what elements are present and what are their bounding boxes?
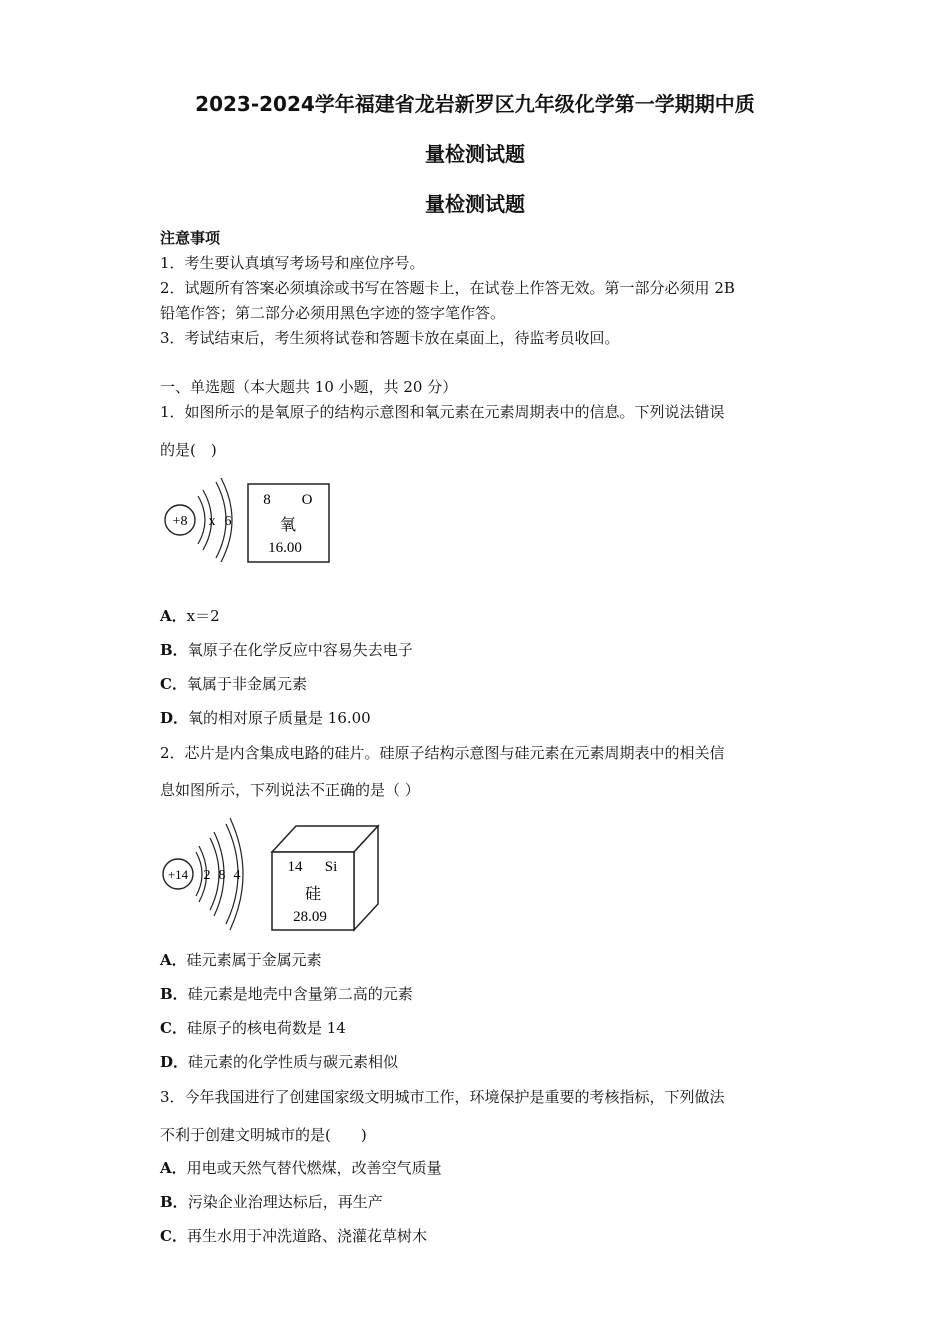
oxygen-figure xyxy=(160,474,340,570)
oxygen-atomic-mass: 16.00 xyxy=(268,540,302,556)
notice-heading: 注意事项 xyxy=(160,229,221,247)
option-text: 硅元素是地壳中含量第二高的元素 xyxy=(187,985,413,1003)
exam-title-line2: 量检测试题 xyxy=(425,142,525,166)
option-letter: D． xyxy=(160,1053,189,1071)
q1-option-b xyxy=(160,640,800,660)
option-letter: A． xyxy=(160,951,187,969)
oxygen-atomic-number: 8 xyxy=(263,492,271,508)
option-text: 再生水用于冲洗道路、浇灌花草树木 xyxy=(186,1227,427,1245)
q3-stem-line1: 3．今年我国进行了创建国家级文明城市工作，环境保护是重要的考核指标，下列做法 xyxy=(160,1088,725,1106)
exam-title-line3: 量检测试题 xyxy=(425,192,525,216)
notice-item-2: 2．试题所有答案必须填涂或书写在答题卡上，在试卷上作答无效。第一部分必须用 2B xyxy=(160,279,735,297)
q2-option-b xyxy=(160,984,800,1004)
notice-item-2-cont: 铅笔作答；第二部分必须用黑色字迹的签字笔作答。 xyxy=(160,304,506,322)
oxygen-atom-diagram xyxy=(165,478,232,562)
option-letter: C． xyxy=(160,1019,187,1037)
option-text: 氧属于非金属元素 xyxy=(186,675,307,693)
silicon-symbol: Si xyxy=(324,859,338,875)
q2-option-c xyxy=(160,1018,800,1038)
option-letter: A． xyxy=(160,1159,187,1177)
q1-stem-line2: 的是( ) xyxy=(160,441,217,459)
silicon-shell2-count: 8 xyxy=(218,868,226,883)
option-text: 污染企业治理达标后，再生产 xyxy=(187,1193,383,1211)
notice-item-3: 3．考试结束后，考生须将试卷和答题卡放在桌面上，待监考员收回。 xyxy=(160,329,620,347)
option-text: 硅原子的核电荷数是 14 xyxy=(186,1019,346,1037)
oxygen-symbol: O xyxy=(301,492,313,508)
exam-title-line1: 2023-2024学年福建省龙岩新罗区九年级化学第一学期期中质 xyxy=(195,92,755,116)
silicon-name: 硅 xyxy=(304,886,322,903)
q1-option-d xyxy=(160,708,800,728)
q1-option-c xyxy=(160,674,800,694)
q1-stem-line1: 1．如图所示的是氧原子的结构示意图和氧元素在元素周期表中的信息。下列说法错误 xyxy=(160,403,725,421)
option-text: 氧的相对原子质量是 16.00 xyxy=(188,709,371,727)
oxygen-shell2-count: 6 xyxy=(224,514,232,529)
q3-option-a xyxy=(160,1158,800,1178)
option-letter: C． xyxy=(160,1227,187,1245)
q2-stem-line2: 息如图所示，下列说法不正确的是（ ） xyxy=(160,781,420,799)
oxygen-element-tile xyxy=(248,484,329,562)
silicon-shell3-count: 4 xyxy=(233,868,241,883)
q3-stem-line2: 不利于创建文明城市的是( ) xyxy=(160,1126,367,1144)
option-text: 用电或天然气替代燃煤，改善空气质量 xyxy=(186,1159,442,1177)
option-letter: A． xyxy=(160,607,187,625)
option-letter: B． xyxy=(160,641,188,659)
oxygen-name: 氧 xyxy=(279,517,297,534)
option-letter: B． xyxy=(160,985,188,1003)
q3-option-c xyxy=(160,1226,800,1246)
option-text: 氧原子在化学反应中容易失去电子 xyxy=(187,641,413,659)
q2-option-d xyxy=(160,1052,800,1072)
oxygen-nucleus-label: +8 xyxy=(172,514,188,529)
option-text: x＝2 xyxy=(186,607,220,625)
option-text: 硅元素的化学性质与碳元素相似 xyxy=(188,1053,399,1071)
q3-option-b xyxy=(160,1192,800,1212)
q1-option-a xyxy=(160,606,800,626)
silicon-nucleus-label: +14 xyxy=(167,867,189,882)
silicon-atomic-number: 14 xyxy=(287,859,303,875)
silicon-shell1-count: 2 xyxy=(203,868,211,883)
silicon-atomic-mass: 28.09 xyxy=(293,909,327,925)
silicon-atom-diagram xyxy=(163,818,243,930)
option-letter: C． xyxy=(160,675,187,693)
option-letter: D． xyxy=(160,709,189,727)
option-letter: B． xyxy=(160,1193,188,1211)
q2-option-a xyxy=(160,950,800,970)
option-text: 硅元素属于金属元素 xyxy=(186,951,322,969)
oxygen-shell1-count: x xyxy=(208,514,216,529)
silicon-element-cube xyxy=(272,826,378,930)
silicon-figure xyxy=(158,812,388,934)
section-heading: 一、单选题（本大题共 10 小题，共 20 分） xyxy=(160,378,458,396)
notice-item-1: 1．考生要认真填写考场号和座位序号。 xyxy=(160,254,425,272)
q2-stem-line1: 2．芯片是内含集成电路的硅片。硅原子结构示意图与硅元素在元素周期表中的相关信 xyxy=(160,744,725,762)
